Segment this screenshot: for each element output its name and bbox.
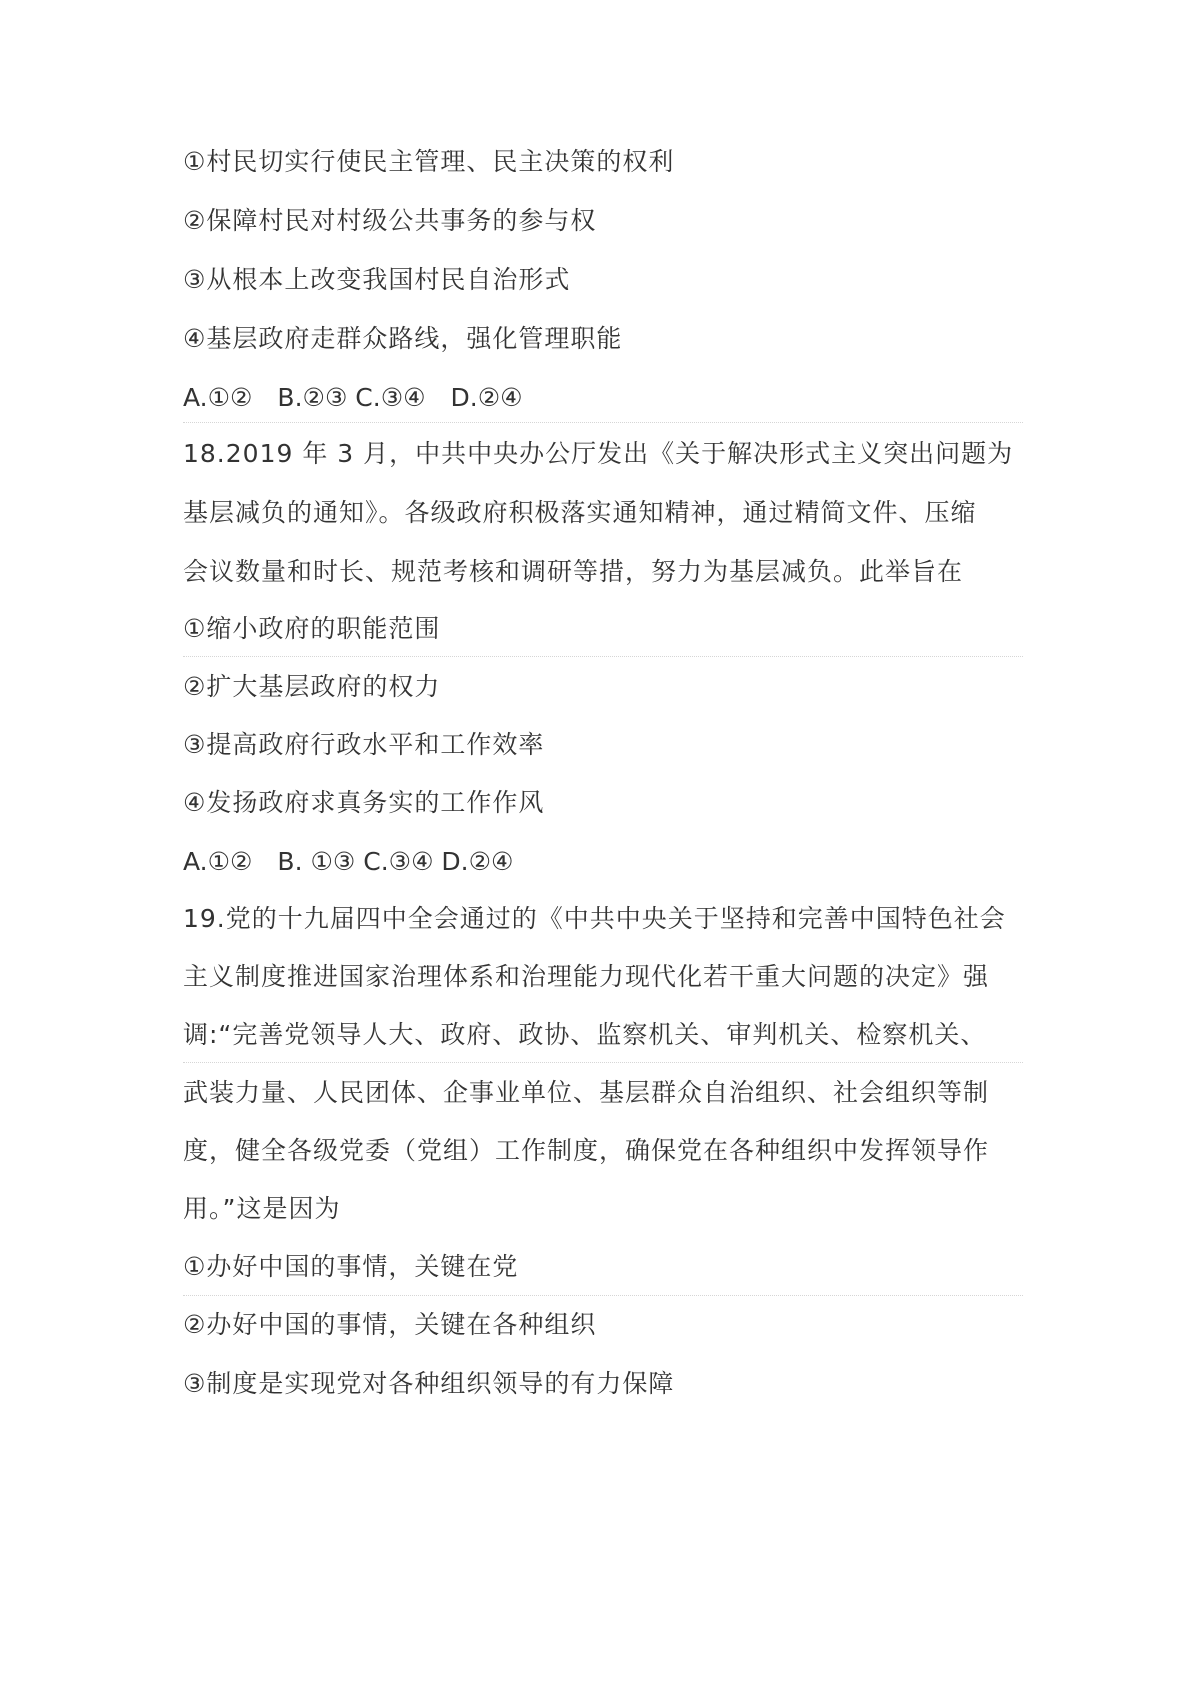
q17-option-3: ③从根本上改变我国村民自治形式: [183, 265, 571, 294]
q19-option-1: ①办好中国的事情，关键在党: [183, 1252, 519, 1281]
q19-stem-line-5: 度，健全各级党委（党组）工作制度，确保党在各种组织中发挥领导作: [183, 1136, 990, 1165]
divider: [183, 1062, 1023, 1063]
q18-option-4: ④发扬政府求真务实的工作作风: [183, 788, 545, 817]
q17-option-1: ①村民切实行使民主管理、民主决策的权利: [183, 147, 675, 176]
q18-stem-line-3: 会议数量和时长、规范考核和调研等措，努力为基层减负。此举旨在: [183, 557, 964, 586]
divider: [183, 656, 1023, 657]
q18-answer-choices: A.①② B. ①③ C.③④ D.②④: [183, 847, 514, 876]
q18-option-2: ②扩大基层政府的权力: [183, 672, 441, 701]
q18-stem-line-2: 基层减负的通知》。各级政府积极落实通知精神，通过精简文件、压缩: [183, 498, 977, 527]
q19-stem-line-4: 武装力量、人民团体、企事业单位、基层群众自治组织、社会组织等制: [183, 1078, 990, 1107]
q17-option-2: ②保障村民对村级公共事务的参与权: [183, 206, 597, 235]
q19-option-2: ②办好中国的事情，关键在各种组织: [183, 1310, 597, 1339]
q17-option-4: ④基层政府走群众路线，强化管理职能: [183, 324, 623, 353]
q19-stem-line-6: 用。”这是因为: [183, 1194, 341, 1223]
q18-stem-line-1: 18.2019 年 3 月，中共中央办公厅发出《关于解决形式主义突出问题为: [183, 439, 1014, 468]
q18-option-3: ③提高政府行政水平和工作效率: [183, 730, 545, 759]
q19-stem-line-3: 调:“完善党领导人大、政府、政协、监察机关、审判机关、检察机关、: [183, 1020, 987, 1049]
q18-option-1: ①缩小政府的职能范围: [183, 614, 441, 643]
q19-stem-line-2: 主义制度推进国家治理体系和治理能力现代化若干重大问题的决定》强: [183, 962, 990, 991]
q19-stem-line-1: 19.党的十九届四中全会通过的《中共中央关于坚持和完善中国特色社会: [183, 904, 1006, 933]
q19-option-3: ③制度是实现党对各种组织领导的有力保障: [183, 1369, 675, 1398]
divider: [183, 422, 1023, 423]
q17-answer-choices: A.①② B.②③ C.③④ D.②④: [183, 383, 523, 412]
divider: [183, 1295, 1023, 1296]
